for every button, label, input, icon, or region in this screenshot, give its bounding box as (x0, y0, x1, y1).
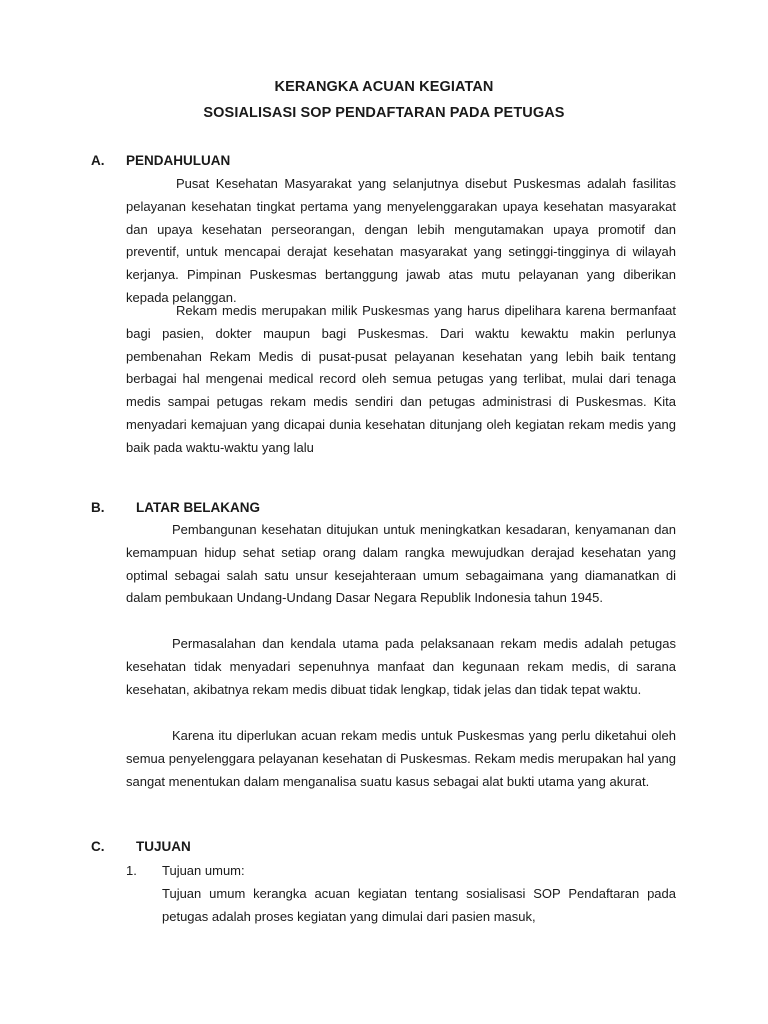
section-b-heading: LATAR BELAKANG (136, 500, 260, 515)
list-item-number: 1. (126, 863, 137, 878)
section-b-paragraph-1: Pembangunan kesehatan ditujukan untuk meningkatkan kesadaran, kenyamanan dan kemampuan hidup sehat setiap orang dalam rangka mewujudkan derajad kesehatan yang optimal sebagai salah satu unsur kesejahteraan umum sebagaimana yang diamanatkan di dalam pembukaan Undang-Undang Dasar Negara Republik Indonesia tahun 1945. (126, 522, 676, 606)
section-a-heading: PENDAHULUAN (126, 153, 231, 168)
section-c-letter: C. (91, 839, 105, 854)
list-item-label: Tujuan umum: (162, 863, 245, 878)
section-a-paragraph-1: Pusat Kesehatan Masyarakat yang selanjutnya disebut Puskesmas adalah fasilitas pelayanan kesehatan tingkat pertama yang menyelenggarakan upaya kesehatan masyarakat dan upaya kesehatan perseorangan, dengan lebih mengutamakan upaya promotif dan preventif, untuk mencapai derajat kesehatan masyarakat yang setinggi-tingginya di wilayah kerjanya. Pimpinan Puskesmas bertanggung jawab atas mutu pelayanan yang diberikan kepada pelanggan. (126, 176, 676, 305)
section-b-paragraph-3: Karena itu diperlukan acuan rekam medis untuk Puskesmas yang perlu diketahui oleh semua penyelenggara pelayanan kesehatan di Puskesmas. Rekam medis merupakan hal yang sangat menentukan dalam menganalisa suatu kasus sebagai alat bukti utama yang akurat. (126, 728, 676, 789)
document-subtitle: SOSIALISASI SOP PENDAFTARAN PADA PETUGAS (203, 105, 565, 121)
document-title: KERANGKA ACUAN KEGIATAN (274, 79, 494, 95)
section-b-letter: B. (91, 500, 105, 515)
section-a-letter: A. (91, 153, 105, 168)
section-b-paragraph-2: Permasalahan dan kendala utama pada pelaksanaan rekam medis adalah petugas kesehatan tidak menyadari sepenuhnya manfaat dan kegunaan rekam medis, di sarana kesehatan, akibatnya rekam medis dibuat tidak lengkap, tidak jelas dan tidak tepat waktu. (126, 636, 676, 697)
section-c-heading: TUJUAN (136, 839, 191, 854)
list-item-text: Tujuan umum kerangka acuan kegiatan tentang sosialisasi SOP Pendaftaran pada petugas adalah proses kegiatan yang dimulai dari pasien masuk, (162, 886, 676, 924)
section-a-paragraph-2: Rekam medis merupakan milik Puskesmas yang harus dipelihara karena bermanfaat bagi pasien, dokter maupun bagi Puskesmas. Dari waktu kewaktu makin perlunya pembenahan Rekam Medis di pusat-pusat pelayanan kesehatan yang lebih baik tentang berbagai hal mengenai medical record oleh semua petugas yang terlibat, mulai dari tenaga medis sampai petugas rekam medis sendiri dan petugas administrasi di Puskesmas. Kita menyadari kemajuan yang dicapai dunia kesehatan ditunjang oleh kegiatan rekam medis yang baik pada waktu-waktu yang lalu (126, 303, 676, 455)
